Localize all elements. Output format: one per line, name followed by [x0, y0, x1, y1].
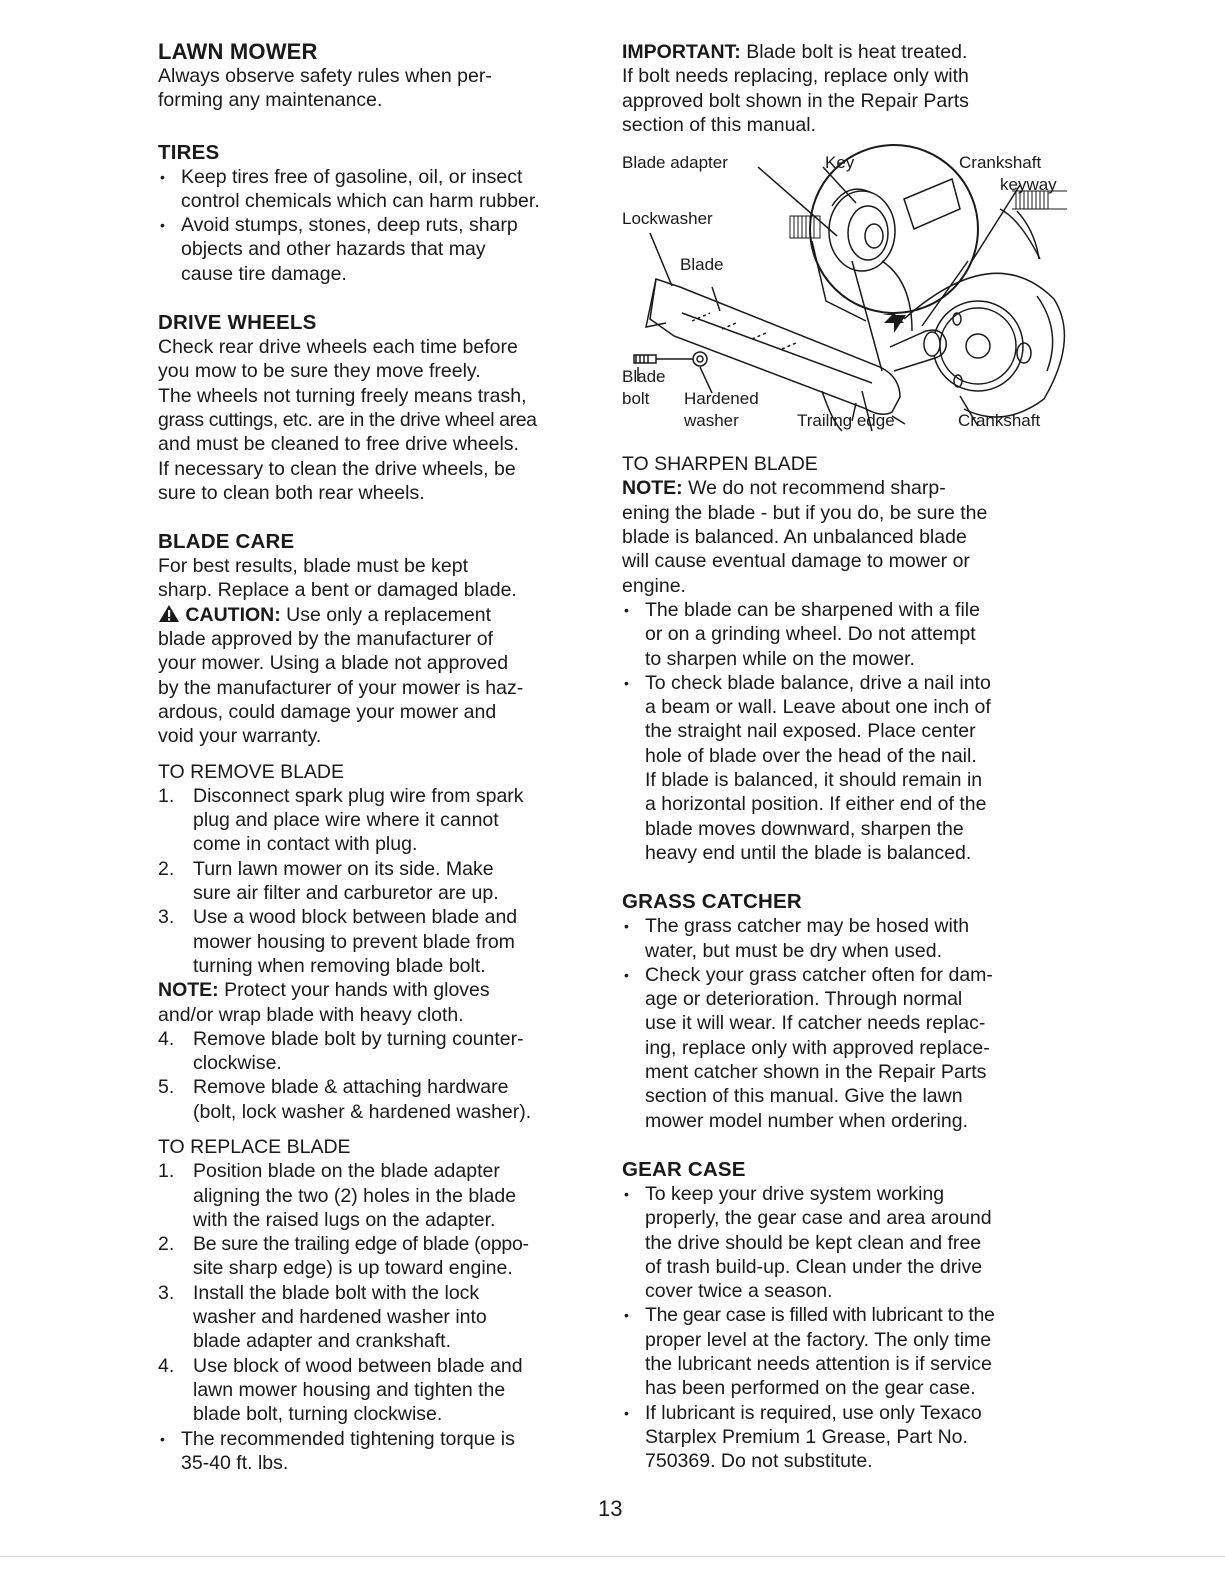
- label-key: Key: [825, 153, 855, 173]
- list-item: • Check your grass catcher often for dam- age or deterioration. Through normal use it will wear. If catcher needs replac- ing, replace only with approved replace- ment catcher shown in the Repair Parts section of this manual. Give the lawn mower model number when ordering.: [622, 963, 1067, 1133]
- list-item: 3. Install the blade bolt with the lock washer and hardened washer into blade adapter and crankshaft.: [158, 1281, 487, 1353]
- sharpen-list: [622, 598, 1067, 865]
- label-keyway: keyway: [1000, 175, 1057, 195]
- drive-wheels-text: Check rear drive wheels each time before you mow to be sure they move freely. The wheels not turning freely means trash, grass cuttings, etc. are in the drive wheel area and must be cleaned to free drive wheels. If necessary to clean the drive wheels, be sure to clean both rear wheels.: [158, 336, 537, 504]
- list-item: 4. Use block of wood between blade and lawn mower housing and tighten the blade bolt, turning clockwise.: [158, 1354, 523, 1426]
- label-hardened-2: washer: [684, 411, 739, 431]
- list-item: 1. Position blade on the blade adapter aligning the two (2) holes in the blade with the raised lugs on the adapter.: [158, 1160, 517, 1231]
- label-blade-adapter: Blade adapter: [622, 153, 728, 173]
- torque-list: [158, 1427, 598, 1476]
- list-item: • Keep tires free of gasoline, oil, or insect control chemicals which can harm rubber.: [158, 165, 598, 214]
- list-item: 2. Be sure the trailing edge of blade (oppo- site sharp edge) is up toward engine.: [158, 1233, 529, 1280]
- sharpen-note: NOTE: We do not recommend sharp- ening the blade - but if you do, be sure the blade is balanced. An unbalanced blade will cause eventual damage to mower or engine.: [622, 477, 988, 597]
- list-item: • To keep your drive system working properly, the gear case and area around the drive should be kept clean and free of trash build-up. Clean under the drive cover twice a season.: [622, 1182, 1067, 1303]
- list-item: 4. Remove blade bolt by turning counter- clockwise.: [158, 1027, 524, 1075]
- list-item: • The blade can be sharpened with a file or on a grinding wheel. Do not attempt to sharpen while on the mower.: [622, 598, 1067, 671]
- caution-label: CAUTION:: [185, 603, 281, 626]
- blade-care-heading: BLADE CARE: [158, 530, 295, 554]
- label-crankshaft-bottom: Crankshaft: [958, 411, 1041, 431]
- label-blade: Blade: [680, 255, 724, 275]
- remove-blade-steps: [158, 784, 598, 978]
- right-column: [622, 40, 1067, 1473]
- list-item: • If lubricant is required, use only Texaco Starplex Premium 1 Grease, Part No. 750369. Do not substitute.: [622, 1401, 1067, 1474]
- remove-blade-heading: TO REMOVE BLADE: [158, 760, 345, 783]
- sharpen-blade-heading: TO SHARPEN BLADE: [622, 453, 818, 476]
- label-lockwasher: Lockwasher: [622, 209, 713, 229]
- list-item: • To check blade balance, drive a nail into a beam or wall. Leave about one inch of the straight nail exposed. Place center hole of blade over the head of the nail. If blade is balanced, it should remain in a horizontal position. If either end of the blade moves downward, sharpen the heavy end until the blade is balanced.: [622, 671, 1067, 865]
- label-trailing-edge: Trailing edge: [797, 411, 895, 431]
- grass-catcher-heading: GRASS CATCHER: [622, 890, 802, 914]
- list-item: • Avoid stumps, stones, deep ruts, sharp objects and other hazards that may cause tire damage.: [158, 213, 598, 286]
- tires-heading: TIRES: [158, 140, 220, 164]
- list-item: 3. Use a wood block between blade and mower housing to prevent blade from turning when removing blade bolt.: [158, 906, 518, 977]
- grass-catcher-list: [622, 914, 1067, 1133]
- warning-triangle-icon: [158, 604, 180, 623]
- label-hardened-1: Hardened: [684, 389, 759, 409]
- tires-list: [158, 165, 598, 286]
- list-item: 2. Turn lawn mower on its side. Make sure air filter and carburetor are up.: [158, 857, 499, 905]
- blade-assembly-diagram: [622, 141, 1067, 441]
- lawn-mower-text: Always observe safety rules when per- forming any maintenance.: [158, 65, 492, 112]
- label-crankshaft-top: Crankshaft: [959, 153, 1042, 173]
- important-note: IMPORTANT: Blade bolt is heat treated. If bolt needs replacing, replace only with approved bolt shown in the Repair Parts section of this manual.: [622, 41, 969, 136]
- list-item: • The grass catcher may be hosed with water, but must be dry when used.: [622, 914, 1067, 963]
- gear-case-heading: GEAR CASE: [622, 1157, 746, 1181]
- gear-case-list: [622, 1182, 1067, 1474]
- remove-blade-note: NOTE: Protect your hands with gloves and/or wrap blade with heavy cloth.: [158, 979, 490, 1026]
- lawn-mower-heading: LAWN MOWER: [158, 39, 318, 64]
- drive-wheels-heading: DRIVE WHEELS: [158, 311, 317, 335]
- list-item: • The gear case is filled with lubricant to the proper level at the factory. The only time the lubricant needs attention is if service has been performed on the gear case.: [622, 1303, 1067, 1400]
- remove-blade-steps-continued: [158, 1027, 598, 1124]
- list-item: 5. Remove blade & attaching hardware (bolt, lock washer & hardened washer).: [158, 1076, 532, 1123]
- page-number: 13: [598, 1496, 623, 1521]
- list-item: 1. Disconnect spark plug wire from spark plug and place wire where it cannot come in contact with plug.: [158, 784, 524, 856]
- label-blade-bolt-1: Blade: [622, 367, 666, 387]
- replace-blade-steps: [158, 1159, 598, 1426]
- list-item: • The recommended tightening torque is 35-40 ft. lbs.: [158, 1427, 598, 1476]
- blade-care-text: For best results, blade must be kept sharp. Replace a bent or damaged blade. CAUTION: Use only a replacement blade approved by the manufacturer of your mower. Using a blade not approved by the manufacturer of your mower is haz- ardous, could damage your mower and void your warranty.: [158, 555, 524, 748]
- replace-blade-heading: TO REPLACE BLADE: [158, 1135, 351, 1158]
- label-blade-bolt-2: bolt: [622, 389, 650, 409]
- left-column: [158, 40, 598, 1475]
- bottom-divider: [0, 1556, 1225, 1557]
